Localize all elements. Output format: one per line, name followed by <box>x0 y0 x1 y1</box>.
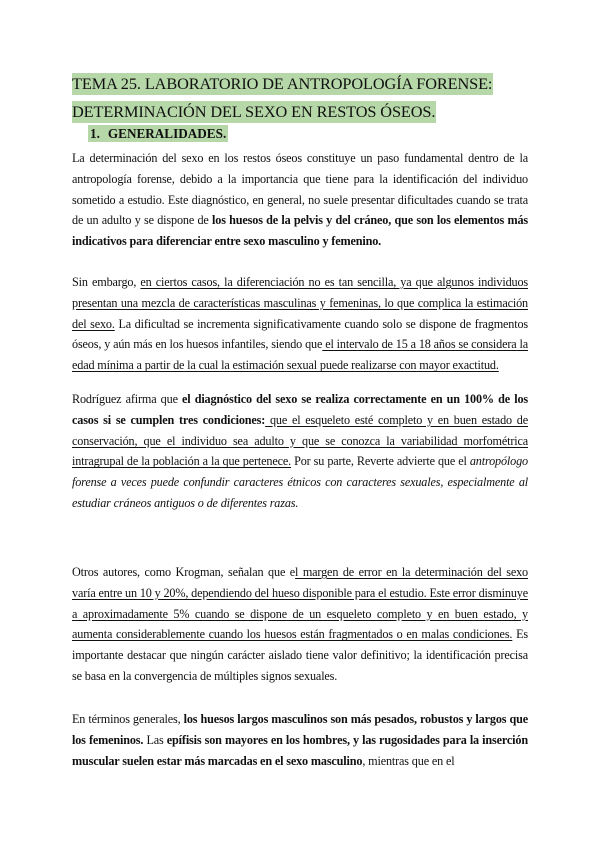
paragraph-5: En términos generales, los huesos largos masculinos son más pesados, robustos y largos que los femeninos. Las epífisis son mayores en los hombres, y las rugosidades para la inserción muscular suelen estar más marcadas en el sexo masculino, mientras que en el <box>72 712 528 768</box>
bold-phrase: los huesos de la pelvis y del cráneo, que son los elementos más indicativos para diferenciar entre sexo masculino y femenino. <box>72 213 529 249</box>
paragraph-3: Rodríguez afirma que el diagnóstico del sexo se realiza correctamente en un 100% de los casos si se cumplen tres condiciones: que el esqueleto esté completo y en buen estado de conservación, que el individuo sea adulto y que se conozca la variabilidad morfométrica intragrupal de la población a la que pertenece. Por su parte, Reverte advierte que el antropólogo forense a veces puede confundir caracteres étnicos con caracteres sexuales, especialmente al estudiar cráneos antiguos o de diferentes razas. <box>72 392 528 510</box>
paragraph-1: La determinación del sexo en los restos óseos constituye un paso fundamental dentro de la antropología forense, debido a la importancia que tiene para la identificación del individuo sometido a estudio. Este diagnóstico, en general, no suele presentar dificultades cuando se trata de un adulto y se dispone de los huesos de la pelvis y del cráneo, que son los elementos más indicativos para diferenciar entre sexo masculino y femenino. <box>72 151 529 249</box>
bold-phrase: epífisis son mayores en los hombres, y las rugosidades para la inserción muscular suelen estar más marcadas en el sexo masculino <box>72 732 528 768</box>
underlined-phrase: que el esqueleto esté completo y en buen estado de conservación, que el individuo sea adulto y que se conozca la variabilidad morfométrica intragrupal de la población a la que pertenece. <box>72 412 528 469</box>
bold-phrase: los huesos largos masculinos son más pesados, robustos y largos que los femeninos. <box>72 712 528 747</box>
underlined-phrase: l margen de error en la determinación del sexo varía entre un 10 y 20%, dependiendo del hueso disponible para el estudio. Este error disminuye a aproximadamente 5% cuando se dispone de un esqueleto completo y en buen estado, y aumenta considerablemente cuando los huesos están fragmentados o en malas condiciones. <box>72 565 528 642</box>
paragraph-4: Otros autores, como Krogman, señalan que el margen de error en la determinación del sexo varía entre un 10 y 20%, dependiendo del hueso disponible para el estudio. Este error disminuye a aproximadamente 5% cuando se dispone de un esqueleto completo y en buen estado, y aumenta considerablemente cuando los huesos están fragmentados o en malas condiciones. Es importante destacar que ningún carácter aislado tiene valor definitivo; la identificación precisa se basa en la convergencia de múltiples signos sexuales. <box>72 565 528 683</box>
document-title-line-1: TEMA 25. LABORATORIO DE ANTROPOLOGÍA FORENSE: <box>72 74 493 93</box>
paragraph-2: Sin embargo, en ciertos casos, la diferenciación no es tan sencilla, ya que algunos individuos presentan una mezcla de características masculinas y femeninas, lo que complica la estimación del sexo. La dificultad se incrementa significativamente cuando solo se dispone de fragmentos óseos, y aún más en los huesos infantiles, siendo que el intervalo de 15 a 18 años se considera la edad mínima a partir de la cual la estimación sexual puede realizarse con mayor exactitud. <box>72 275 529 373</box>
section-number: 1. <box>90 126 100 141</box>
italic-phrase: antropólogo forense a veces puede confundir caracteres étnicos con caracteres sexuales, especialmente al estudiar cráneos antiguos o de diferentes razas. <box>72 454 528 510</box>
document-title-line-2: DETERMINACIÓN DEL SEXO EN RESTOS ÓSEOS. <box>72 102 436 121</box>
underlined-phrase: el intervalo de 15 a 18 años se considera la edad mínima a partir de la cual la estimación sexual puede realizarse con mayor exactitud. <box>72 337 528 373</box>
bold-phrase: el diagnóstico del sexo se realiza correctamente en un 100% de los casos si se cumplen tres condiciones: <box>72 392 528 427</box>
section-label: GENERALIDADES. <box>107 126 227 141</box>
underlined-phrase: en ciertos casos, la diferenciación no es tan sencilla, ya que algunos individuos presentan una mezcla de características masculinas y femeninas, lo que complica la estimación del sexo. <box>72 275 528 331</box>
section-heading <box>88 124 228 144</box>
